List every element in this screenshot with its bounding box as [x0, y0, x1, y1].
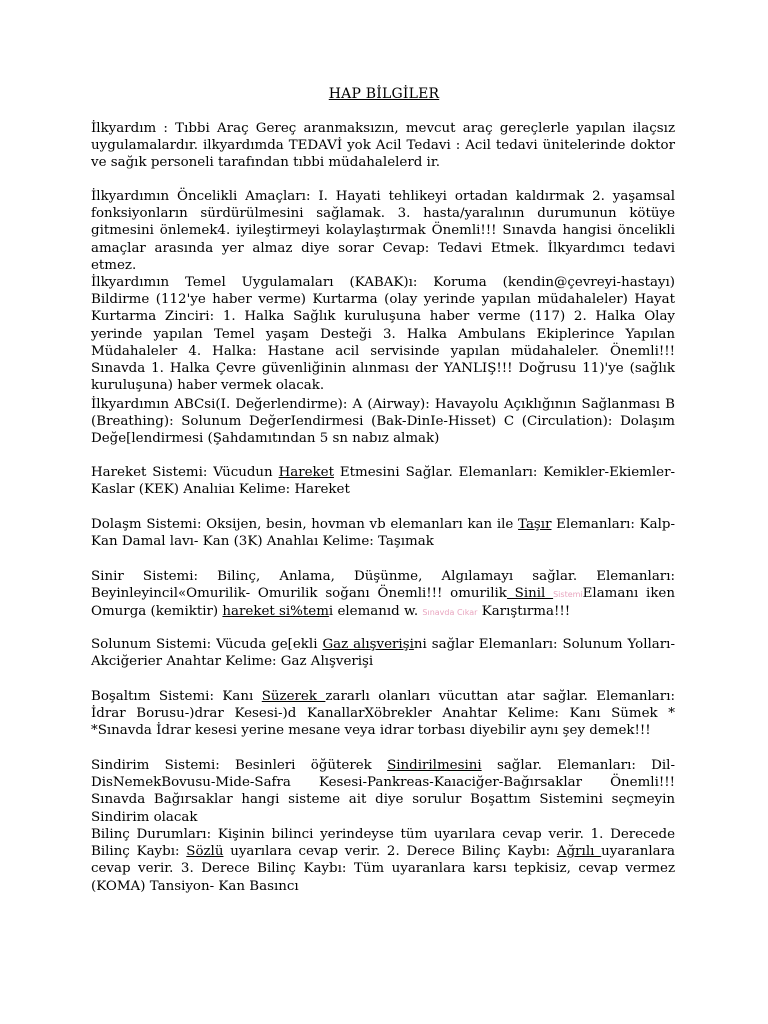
underlined-keyword: Sinil [506, 586, 554, 602]
text-segment: Elamanı iken Omurga (kemiktir) [91, 586, 675, 620]
text-segment: zararlı olanları vücuttan atar sağlar. Elemanları: İdrar Borusu-)drar Kesesi-)d KanallarXöbrekler Anahtar Kelime: Kanı Sümek * *Sınavda İdrar kesesi yerine mesane veya idrar torbası diyebilir aynı şey demek!!! [91, 689, 675, 739]
text-segment: Sindirim Sistemi: Besinleri öğüterek [91, 758, 388, 773]
paragraph-sindirim-sistemi [91, 757, 675, 826]
text-segment: Dolaşm Sistemi: Oksijen, besin, hovman vb elemanları kan ile [91, 517, 519, 532]
text-segment: Hareket Sistemi: Vücudun [91, 465, 279, 480]
text-segment: Sinir Sistemi: Bilinç, Anlama, Düşünme, Algılamayı sağlar. Elemanları: Beyinleyincil«Omurilik- Omurilik soğanı Önemli!!! omurilik [91, 569, 675, 602]
text-segment: uyarılara cevap verir. 2. Derece Bilinç Kaybı: [223, 844, 557, 860]
text-segment: ni sağlar Elemanları: Solunum Yolları-Akciğerier Anahtar Kelime: Gaz Alışverişi [91, 637, 675, 670]
underlined-keyword: Taşır [518, 517, 552, 532]
underlined-keyword: hareket si%tem [222, 604, 329, 620]
paragraph-abc: İlkyardımın ABCsi(I. Değerlendirme): A (Airway): Havayolu Açıklığının Sağlanması B (Breathing): Solunum DeğerIendirmesi (Bak-DinIe-Hisset) C (Circulation): Dolaşım Değe[lendirmesi (Şahdamıtından 5 sn nabız almak) [91, 397, 675, 447]
paragraph-bosaltim-sistemi [91, 688, 675, 740]
text-segment: i elemanıd w. [328, 604, 423, 620]
underlined-keyword: Sindirilmesini [387, 758, 482, 773]
underlined-keyword: Gaz alışverişi [322, 637, 414, 652]
paragraph-sinir-sistemi [91, 568, 675, 622]
underlined-keyword: Ağrılı [556, 844, 602, 860]
text-segment: Boşaltım Sistemi: Kanı [91, 689, 262, 704]
paragraph-ilkyardim-amaclari: İlkyardımın Öncelikli Amaçları: I. Hayati tehlikeyi ortadan kaldırmak 2. yaşamsal fonksiyonların sürdürülmesini sağlamak. 3. hasta/yaralının durumunun kötüye gitmesini önlemek4. iyileştirmeyi kolaylaştırmak Önemli!!! Sınavda hangisi öncelikli amaçlar arasında yer almaz diye sorar Cevap: Tedavi Etmek. İlkyardımcı tedavi etmez. [91, 189, 675, 273]
page-title: HAP BİLGİLER [328, 86, 440, 102]
text-segment: Etmesini Sağlar. Elemanları: Kemikler-Ekiemler-Kaslar (KEK) Analıiaı Kelime: Hareket [91, 465, 675, 498]
paragraph-bilinc-durumlari [91, 826, 675, 895]
paragraph-dolasim-sistemi [91, 516, 675, 550]
text-segment: Karıştırma!!! [477, 604, 571, 620]
paragraph-temel-uygulamalar: İlkyardımın Temel Uygulamaları (KABAK)ı: Koruma (kendin@çevreyi-hastayı) Bildirme (112'ye haber verme) Kurtarma (olay yerinde yapılan müdahaleler) Hayat Kurtarma Zinciri: 1. Halka Sağlık kuruluşuna haber verme (117) 2. Halka Olay yerinde yapılan Temel yaşam Desteği 3. Halka Ambulans Ekiplerince Yapılan Müdahaleler 4. Halka: Hastane acil servisinde yapılan müdahaleler. Önemli!!! Sınavda 1. Halka Çevre güvenliğinin alınması der YANLIŞ!!! Doğrusu 11)'ye (sağlık kuruluşuna) haber vermek olacak. [91, 275, 675, 394]
paragraph-solunum-sistemi [91, 636, 675, 670]
text-segment: uyaranlara cevap verir. 3. Derece Bilinç Kaybı: Tüm uyaranlara karsı tepkisiz, cevap vermez (KOMA) Tansiyon- Kan Basıncı [91, 844, 676, 894]
text-segment: Bilinç Durumları: Kişinin bilinci yerindeyse tüm uyarılara cevap verir. 1. Derecede Bilinç Kaybı: [91, 827, 675, 860]
faint-handwritten-note: Sınavda Cıkar [422, 608, 478, 618]
paragraph-hareket-sistemi [91, 464, 675, 498]
underlined-keyword: Sözlü [186, 844, 224, 860]
underlined-keyword: Süzerek [261, 689, 326, 704]
faint-handwritten-note: Sistemi [553, 590, 583, 600]
paragraph-ilkyardim-definition: İlkyardım : Tıbbi Araç Gereç aranmaksızın, mevcut araç gereçlerle yapılan ilaçsız uygulamalardır. ilkyardımda TEDAVİ yok Acil Tedavi : Acil tedavi ünitelerinde doktor ve sağık personeli tarafından tıbbi müdahalelerd ir. [91, 121, 675, 171]
underlined-keyword: Hareket [278, 465, 334, 480]
text-segment: Elemanları: Kalp- Kan Damal lavı- Kan (3K) Anahlaı Kelime: Taşımak [91, 517, 675, 550]
text-segment: Solunum Sistemi: Vücuda ge[ekli [91, 637, 323, 652]
text-segment: sağlar. Elemanları: Dil-DisNemekBovusu-Mide-Safra Kesesi-Pankreas-Kaıaciğer-Bağırsaklar Önemli!!! Sınavda Bağırsaklar hangi sisteme ait diye sorulur Boşattım Sistemini seçmeyin Sindirim olacak [91, 758, 675, 825]
